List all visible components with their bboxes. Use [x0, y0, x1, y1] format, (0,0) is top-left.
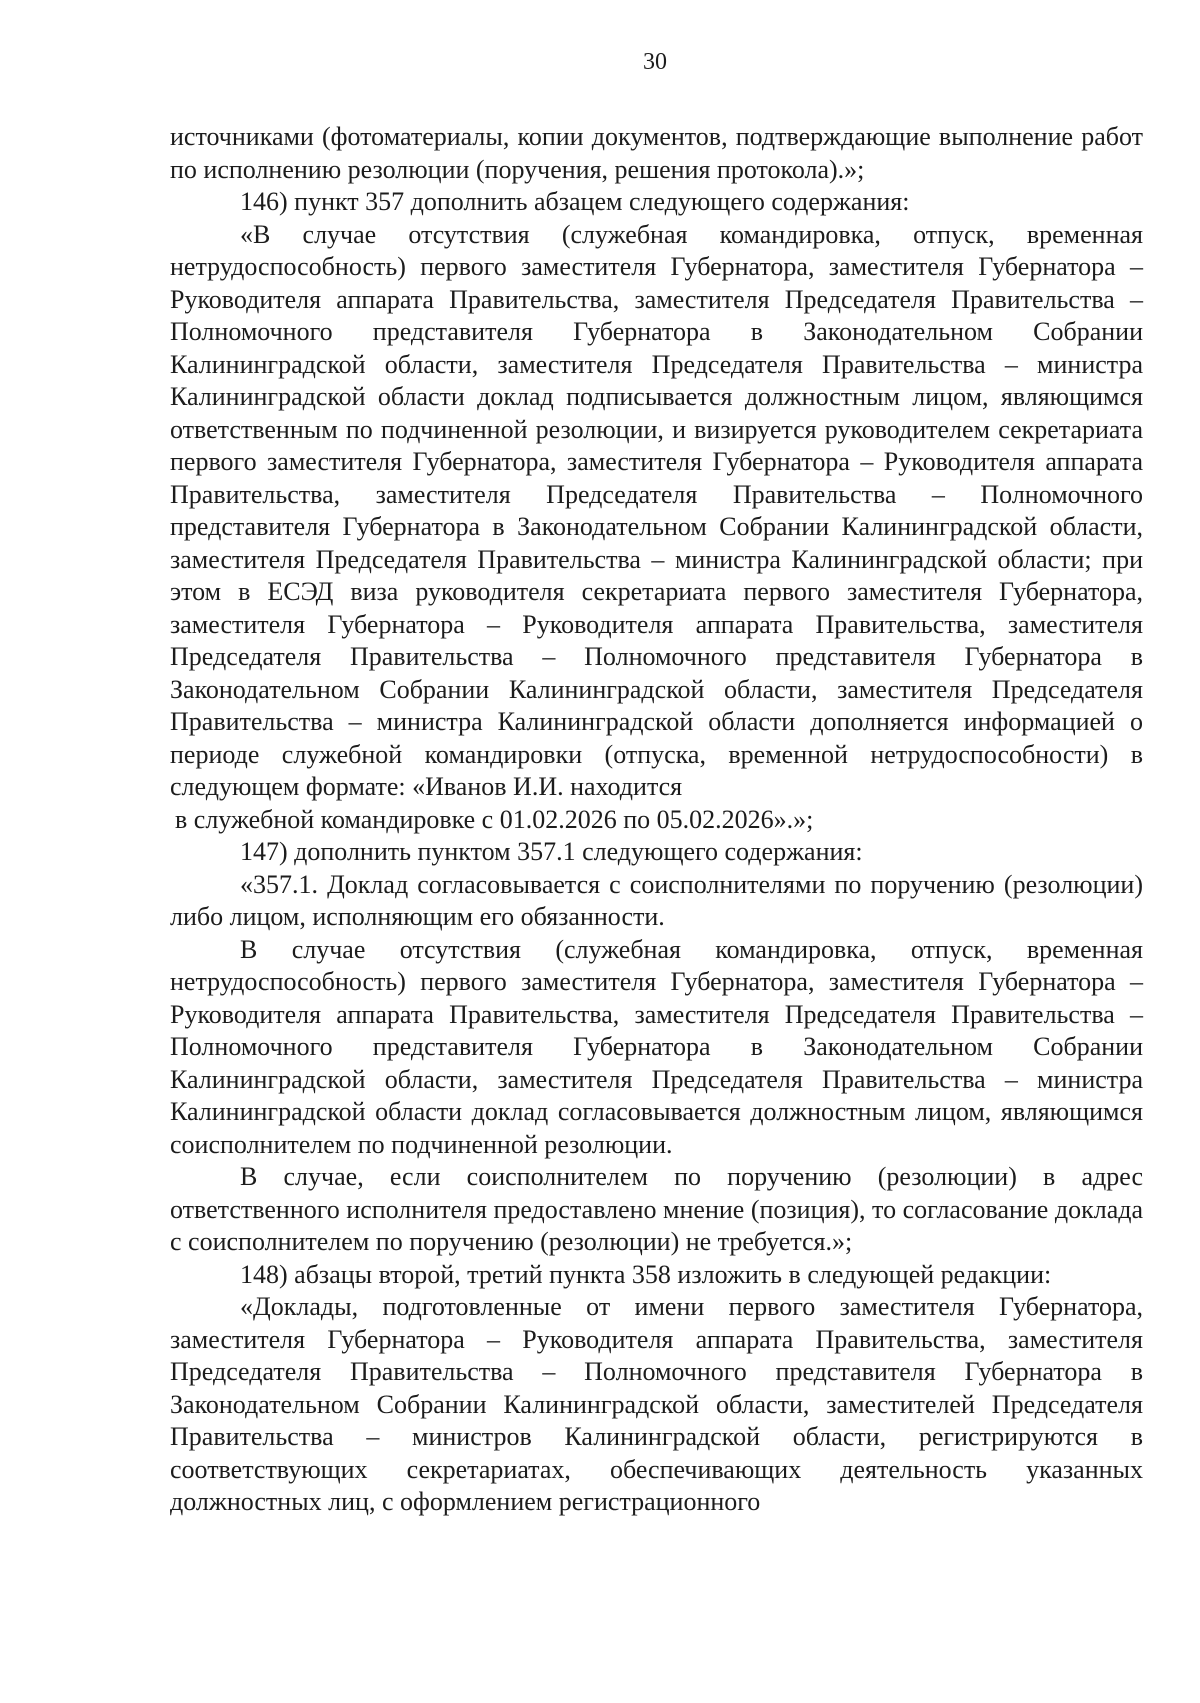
paragraph-item-148: 148) абзацы второй, третий пункта 358 изложить в следующей редакции:: [240, 1259, 1052, 1289]
paragraph-quote-357-1: «357.1. Доклад согласовывается с соисполнителями по поручению (резолюции) либо лицом, исполняющим его обязанности.: [170, 869, 1143, 931]
paragraph-coexecutor-case: В случае, если соисполнителем по поручению (резолюции) в адрес ответственного исполнителя предоставлено мнение (позиция), то согласование доклада с соисполнителем по поручению (резолюции) не требуется.»;: [170, 1162, 1143, 1256]
paragraph-continuation: источниками (фотоматериалы, копии документов, подтверждающие выполнение работ по исполнению резолюции (поручения, решения протокола).»;: [170, 122, 1143, 184]
paragraph-item-147: 147) дополнить пунктом 357.1 следующего содержания:: [240, 837, 863, 866]
document-body: [170, 121, 1143, 1519]
paragraph-item-146: 146) пункт 357 дополнить абзацем следующего содержания:: [240, 187, 910, 216]
paragraph-absence-case: В случае отсутствия (служебная командировка, отпуск, временная нетрудоспособность) первого заместителя Губернатора, заместителя Губернатора – Руководителя аппарата Правительства, заместителя Председателя Правительства – Полномочного представителя Губернатора в Законодательном Собрании Калининградской области, заместителя Председателя Правительства – министра Калининградской области доклад согласовывается должностным лицом, являющимся соисполнителем по подчиненной резолюции.: [170, 934, 1143, 1159]
paragraph-quote-357: «В случае отсутствия (служебная командировка, отпуск, временная нетрудоспособность) первого заместителя Губернатора, заместителя Губернатора – Руководителя аппарата Правительства, заместителя Председателя Правительства – Полномочного представителя Губернатора в Законодательном Собрании Калининградской области, заместителя Председателя Правительства – министра Калининградской области доклад подписывается должностным лицом, являющимся ответственным по подчиненной резолюции, и визируется руководителем секретариата первого заместителя Губернатора, заместителя Губернатора – Руководителя аппарата Правительства, заместителя Председателя Правительства – Полномочного представителя Губернатора в Законодательном Собрании Калининградской области, заместителя Председателя Правительства – министра Калининградской области; при этом в ЕСЭД виза руководителя секретариата первого заместителя Губернатора, заместителя Губернатора – Руководителя аппарата Правительства, заместителя Председателя Правительства – Полномочного представителя Губернатора в Законодательном Собрании Калининградской области, заместителя Председателя Правительства – министра Калининградской области дополняется информацией о периоде служебной командировки (отпуска, временной нетрудоспособности) в следующем формате: «Иванов И.И. находится: [170, 219, 1143, 801]
paragraph-quote-358: «Доклады, подготовленные от имени первого заместителя Губернатора, заместителя Губернатора – Руководителя аппарата Правительства, заместителя Председателя Правительства – Полномочного представителя Губернатора в Законодательном Собрании Калининградской области, заместителей Председателя Правительства – министров Калининградской области, регистрируются в соответствующих секретариатах, обеспечивающих деятельность указанных должностных лиц, с оформлением регистрационного: [170, 1292, 1143, 1516]
page-number: 30: [643, 49, 667, 75]
paragraph-quote-357-end: в служебной командировке с 01.02.2026 по 05.02.2026».»;: [175, 804, 814, 834]
